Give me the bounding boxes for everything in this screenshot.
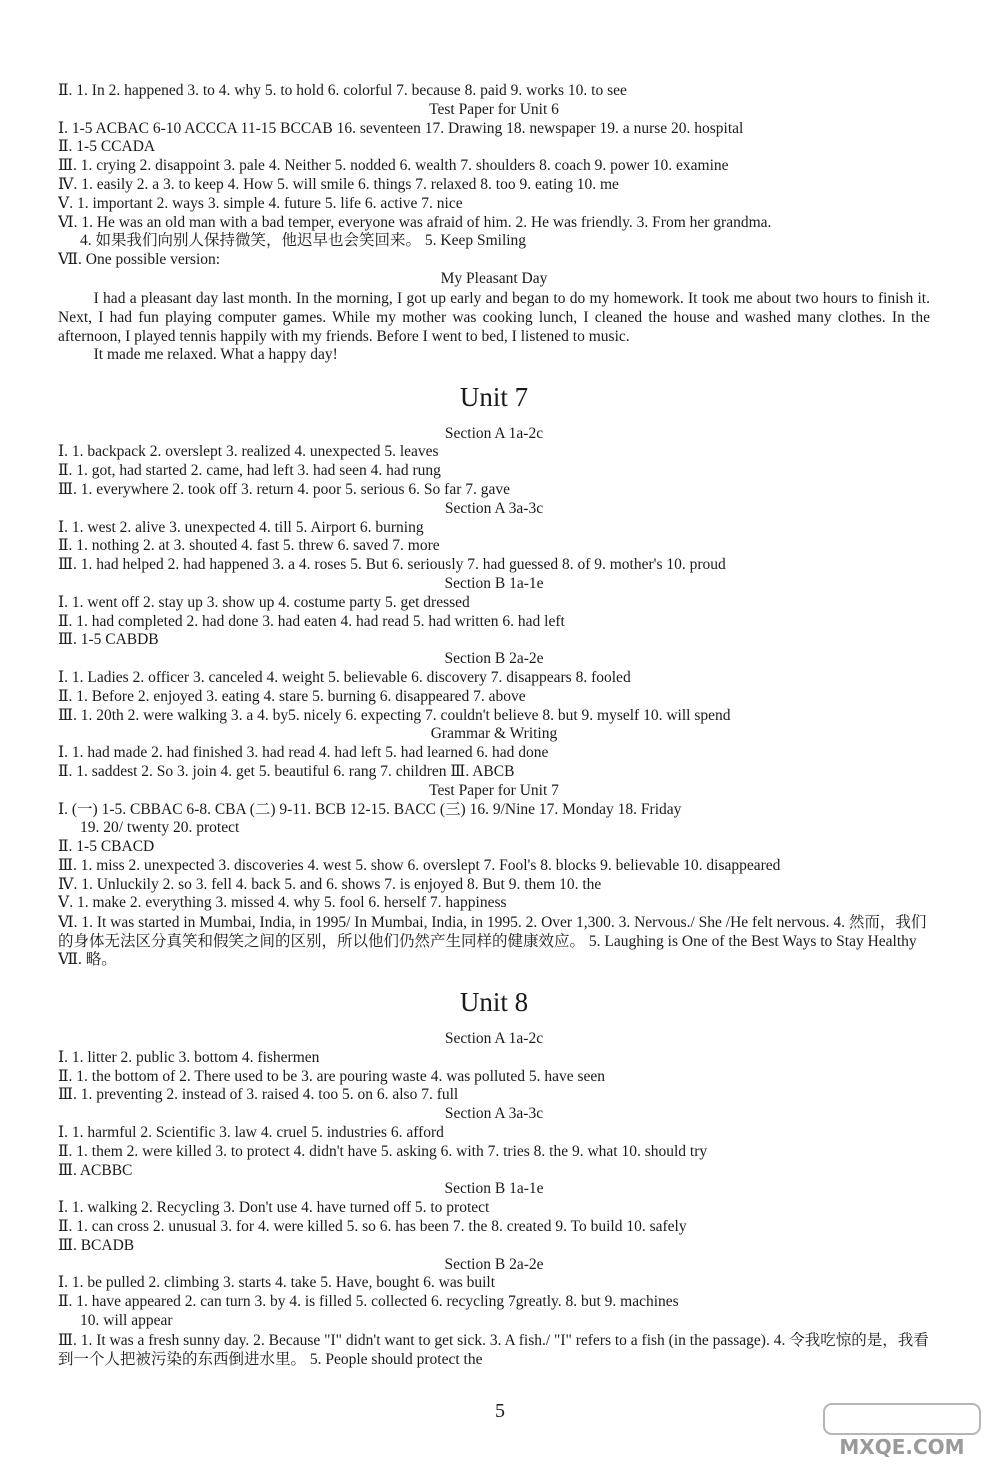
- answer-line: Ⅱ. 1-5 CBACD: [58, 838, 155, 856]
- answer-line: Ⅶ. 略。: [58, 951, 117, 969]
- answer-line: Ⅱ. 1. nothing 2. at 3. shouted 4. fast 5. threw 6. saved 7. more: [58, 537, 440, 555]
- section-heading: Test Paper for Unit 6: [429, 100, 559, 118]
- answer-line: Ⅱ. 1. had completed 2. had done 3. had eaten 4. had read 5. had written 6. had left: [58, 612, 565, 630]
- answer-line: Ⅲ. 1. 20th 2. were walking 3. a 4. by5. nicely 6. expecting 7. couldn't believe 8. but 9. myself 10. will spend: [58, 706, 731, 724]
- answer-line: Ⅱ. 1. can cross 2. unusual 3. for 4. were killed 5. so 6. has been 7. the 8. created 9. To build 10. safely: [58, 1218, 687, 1236]
- answer-line: Ⅱ. 1. saddest 2. So 3. join 4. get 5. beautiful 6. rang 7. children Ⅲ. ABCB: [58, 762, 515, 780]
- answer-line: Ⅱ. 1. them 2. were killed 3. to protect 4. didn't have 5. asking 6. with 7. tries 8. the 9. what 10. should try: [58, 1142, 708, 1160]
- answer-line: Ⅴ. 1. make 2. everything 3. missed 4. why 5. fool 6. herself 7. happiness: [58, 894, 507, 912]
- answer-line-continued: 4. 如果我们向别人保持微笑，他迟早也会笑回来。 5. Keep Smiling: [80, 232, 527, 250]
- essay-paragraph: I had a pleasant day last month. In the morning, I got up early and began to do my homework. It took me about two hours to finish it. Next, I had fun playing computer games. While my mother was cooking lunch, I cleaned the house and washed many clothes. In the afternoon, I played tennis happily with my friends. Before I went to bed, I listened to music.: [58, 289, 930, 345]
- answer-line: Ⅲ. 1. had helped 2. had happened 3. a 4. roses 5. But 6. seriously 7. had guessed 8. of 9. mother's 10. proud: [58, 556, 726, 574]
- page-number: 5: [495, 1400, 505, 1422]
- answer-line: Ⅱ. 1. the bottom of 2. There used to be 3. are pouring waste 4. was polluted 5. have seen: [58, 1067, 606, 1085]
- answer-line: Ⅲ. 1. miss 2. unexpected 3. discoveries 4. west 5. show 6. overslept 7. Fool's 8. blocks 9. believable 10. disappeared: [58, 856, 781, 874]
- answer-paragraph: Ⅲ. 1. It was a fresh sunny day. 2. Because "I" didn't want to get sick. 3. A fish./ "I" refers to a fish (in the passage). 4. 令我吃惊的是，我看到一个人把被污染的东西倒进水里。 5. People should protect the: [58, 1331, 929, 1368]
- answer-line: Ⅲ. 1. crying 2. disappoint 3. pale 4. Neither 5. nodded 6. wealth 7. shoulders 8. coach 9. power 10. examine: [58, 157, 729, 175]
- answer-line: Ⅰ. (一) 1-5. CBBAC 6-8. CBA (二) 9-11. BCB 12-15. BACC (三) 16. 9/Nine 17. Monday 18. Friday: [58, 800, 682, 818]
- answer-line: Ⅲ. 1. preventing 2. instead of 3. raised 4. too 5. on 6. also 7. full: [58, 1086, 459, 1104]
- answer-line: Ⅱ. 1-5 CCADA: [58, 138, 156, 156]
- section-heading: Test Paper for Unit 7: [429, 781, 559, 799]
- section-heading: Section A 1a-2c: [444, 424, 544, 442]
- answer-line: Ⅲ. BCADB: [58, 1236, 135, 1254]
- answer-line: Ⅰ. 1. Ladies 2. officer 3. canceled 4. weight 5. believable 6. discovery 7. disappears 8. fooled: [58, 668, 631, 686]
- answer-line: Ⅱ. 1. have appeared 2. can turn 3. by 4. is filled 5. collected 6. recycling 7greatly. 8. but 9. machines: [58, 1293, 679, 1311]
- answer-line: Ⅰ. 1. went off 2. stay up 3. show up 4. costume party 5. get dressed: [58, 593, 470, 611]
- section-heading: Section B 2a-2e: [444, 650, 544, 668]
- answer-line: Ⅰ. 1. litter 2. public 3. bottom 4. fishermen: [58, 1048, 320, 1066]
- answer-line: Ⅳ. 1. easily 2. a 3. to keep 4. How 5. will smile 6. things 7. relaxed 8. too 9. eating 10. me: [58, 175, 619, 193]
- watermark-text: MXQE.COM: [839, 1435, 965, 1459]
- section-heading: Section A 3a-3c: [444, 499, 544, 517]
- essay-title: My Pleasant Day: [440, 269, 548, 287]
- answer-line: Ⅰ. 1. be pulled 2. climbing 3. starts 4. take 5. Have, bought 6. was built: [58, 1274, 496, 1292]
- answer-line: Ⅰ. 1. harmful 2. Scientific 3. law 4. cruel 5. industries 6. afford: [58, 1124, 444, 1142]
- answer-line: Ⅲ. ACBBC: [58, 1161, 133, 1179]
- section-heading: Section A 1a-2c: [444, 1030, 544, 1048]
- answer-line: Ⅰ. 1. west 2. alive 3. unexpected 4. till 5. Airport 6. burning: [58, 518, 424, 536]
- answer-line: Ⅰ. 1. walking 2. Recycling 3. Don't use 4. have turned off 5. to protect: [58, 1199, 490, 1217]
- section-heading: Section B 1a-1e: [444, 1180, 544, 1198]
- answer-line-continued: 10. will appear: [80, 1312, 173, 1330]
- answer-line: Ⅰ. 1. backpack 2. overslept 3. realized 4. unexpected 5. leaves: [58, 443, 439, 461]
- answer-page: [58, 82, 930, 1369]
- answer-line: Ⅳ. 1. Unluckily 2. so 3. fell 4. back 5. and 6. shows 7. is enjoyed 8. But 9. them 10. the: [58, 875, 602, 893]
- section-heading: Section B 2a-2e: [444, 1255, 544, 1273]
- answer-line: Ⅲ. 1-5 CABDB: [58, 631, 159, 649]
- answer-line: Ⅶ. One possible version:: [58, 251, 221, 269]
- answer-line: Ⅲ. 1. everywhere 2. took off 3. return 4. poor 5. serious 6. So far 7. gave: [58, 480, 510, 498]
- answer-line: Ⅱ. 1. got, had started 2. came, had left 3. had seen 4. had rung: [58, 462, 441, 480]
- section-heading: Section A 3a-3c: [444, 1105, 544, 1123]
- answer-paragraph: Ⅵ. 1. It was started in Mumbai, India, in 1995/ In Mumbai, India, in 1995. 2. Over 1,300. 3. Nervous./ She /He felt nervous. 4. 然而，我们的身体无法区分真笑和假笑之间的区别，所以他们仍然产生同样的健康效应。 5. Laughing is One of the Best Ways to Stay Healthy: [58, 914, 927, 951]
- answer-line: Ⅰ. 1. had made 2. had finished 3. had read 4. had left 5. had learned 6. had done: [58, 744, 549, 762]
- answer-line: Ⅵ. 1. He was an old man with a bad temper, everyone was afraid of him. 2. He was friendly. 3. From her grandma.: [58, 213, 772, 231]
- answer-line: Ⅴ. 1. important 2. ways 3. simple 4. future 5. life 6. active 7. nice: [58, 194, 463, 212]
- answer-line: Ⅱ. 1. Before 2. enjoyed 3. eating 4. stare 5. burning 6. disappeared 7. above: [58, 687, 526, 705]
- answer-line-continued: 19. 20/ twenty 20. protect: [80, 819, 240, 837]
- unit-title: Unit 8: [459, 987, 529, 1018]
- answer-line: Ⅱ. 1. In 2. happened 3. to 4. why 5. to hold 6. colorful 7. because 8. paid 9. works 10. to see: [58, 82, 627, 99]
- answer-line: Ⅰ. 1-5 ACBAC 6-10 ACCCA 11-15 BCCAB 16. seventeen 17. Drawing 18. newspaper 19. a nurse 20. hospital: [58, 119, 744, 137]
- section-heading: Grammar & Writing: [430, 725, 558, 743]
- section-heading: Section B 1a-1e: [444, 574, 544, 592]
- essay-paragraph: It made me relaxed. What a happy day!: [93, 345, 338, 363]
- watermark-logo: [822, 1402, 982, 1460]
- unit-title: Unit 7: [459, 381, 529, 412]
